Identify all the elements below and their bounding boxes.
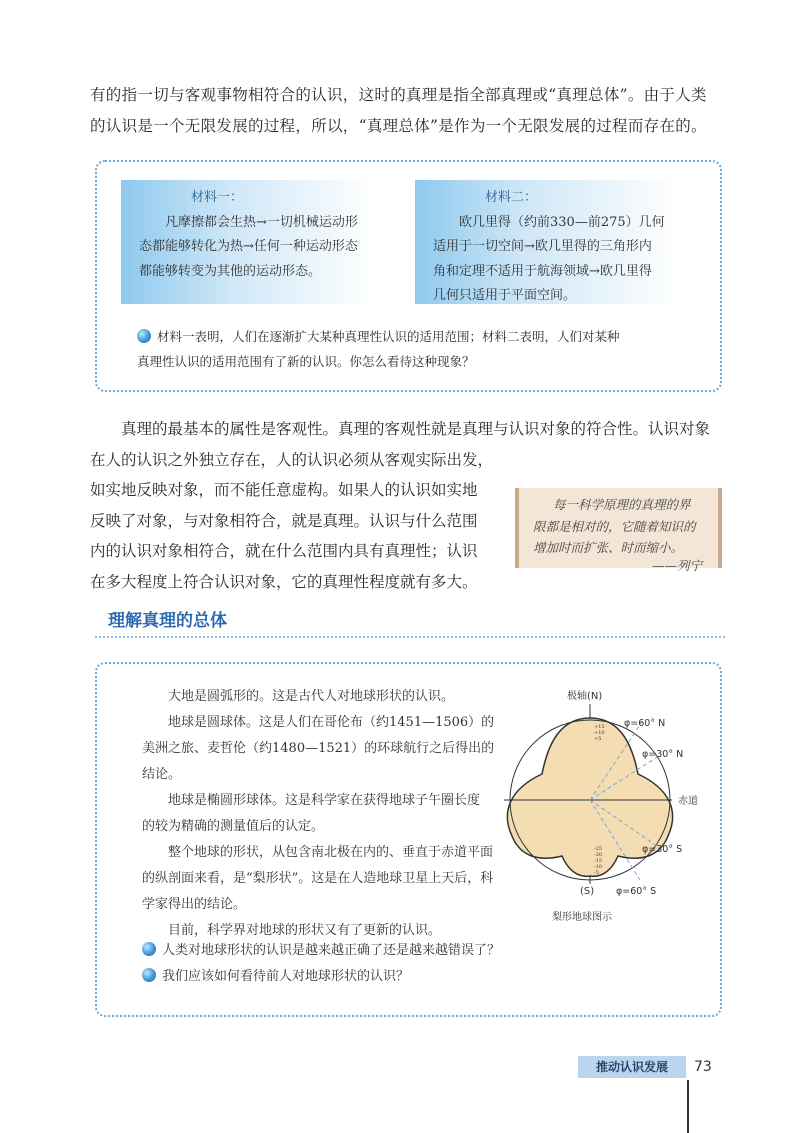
material-line: 都能够转变为其他的运动形态。: [139, 263, 322, 279]
intro-line: 的认识是一个无限发展的过程，所以，“真理总体”是作为一个无限发展的过程而存在的。: [90, 117, 707, 135]
tick-label: -10: [594, 864, 603, 870]
material-two: [415, 180, 701, 304]
question-line: 真理性认识的适用范围有了新的认识。你怎么看待这种现象？: [137, 354, 475, 369]
para-line: 在人的认识之外独立存在，人的认识必须从客观实际出发，: [90, 450, 494, 469]
material-line: 态都能够转化为热→任何一种运动形态: [139, 239, 358, 254]
earth-para-line: 的纵剖面来看，是“梨形状”。这是在人造地球卫星上天后，科: [142, 871, 494, 886]
para-line: 真理的最基本的属性是客观性。真理的客观性就是真理与认识对象的符合性。认识对象: [121, 420, 711, 438]
earth-para-line: 目前，科学界对地球的形状又有了更新的认识。: [168, 923, 442, 938]
earth-para-line: 美洲之旅、麦哲伦（约1480—1521）的环球航行之后得出的: [142, 741, 495, 756]
material-line: 欧几里得（约前330—前275）几何: [459, 214, 665, 230]
material-question: [137, 324, 712, 374]
material-line: 几何只适用于平面空间。: [433, 288, 577, 303]
material-box: [95, 160, 722, 392]
latitude-label: φ=30° N: [642, 749, 684, 760]
quote-author: ——列宁: [651, 557, 702, 573]
pear-earth-figure: [492, 684, 712, 929]
material-line: 适用于一切空间→欧几里得的三角形内: [433, 239, 652, 254]
earth-para-line: 的较为精确的测量值后的认定。: [142, 819, 325, 834]
latitude-label: φ=30° S: [642, 844, 683, 855]
earth-para-line: 学家得出的结论。: [142, 897, 247, 912]
chapter-label: 推动认识发展: [578, 1056, 686, 1078]
material-one-title: 材料一：: [191, 190, 244, 205]
earth-para-line: 整个地球的形状，从包含南北极在内的、垂直于赤道平面: [168, 845, 494, 860]
tick-label: +10: [594, 730, 605, 736]
bullet-icon: [142, 968, 156, 982]
tick-label: +15: [594, 724, 605, 730]
tick-label: -15: [594, 858, 603, 864]
earth-questions: [142, 938, 500, 990]
para-line: 在多大程度上符合认识对象，它的真理性程度就有多大。: [90, 572, 478, 591]
intro-line: 有的指一切与客观事物相符合的认识，这时的真理是指全部真理或“真理总体”。由于人类: [90, 86, 707, 104]
quote-line: 每一科学原理的真理的界: [553, 497, 691, 512]
question-line: 材料一表明，人们在逐渐扩大某种真理性认识的适用范围；材料二表明，人们对某种: [157, 329, 620, 344]
quote-line: 增加时而扩张、时而缩小。: [533, 540, 684, 555]
para-line: 反映了对象，与对象相符合，就是真理。认识与什么范围: [90, 511, 478, 530]
polar-axis-label: 极轴(N): [567, 691, 603, 702]
tick-label: -25: [594, 846, 603, 852]
latitude-label: φ=60° N: [624, 718, 666, 729]
material-one: [121, 180, 409, 304]
tick-label: +5: [594, 736, 602, 742]
earth-para-line: 地球是椭圆形球体。这是科学家在获得地球子午圈长度: [168, 793, 481, 808]
bullet-icon: [142, 942, 156, 956]
footer-rule: [687, 1080, 689, 1133]
material-line: 凡摩擦都会生热→一切机械运动形: [165, 214, 358, 230]
intro-text: [90, 80, 730, 142]
earth-question: 我们应该如何看待前人对地球形状的认识？: [162, 969, 410, 984]
lenin-quote: [515, 488, 722, 573]
quote-line: 限都是相对的，它随着知识的: [533, 518, 696, 534]
material-two-title: 材料二：: [485, 190, 538, 205]
section-divider: [95, 636, 725, 638]
earth-para-line: 大地是圆弧形的。这是古代人对地球形状的认识。: [168, 689, 455, 704]
earth-para-line: 地球是圆球体。这是人们在哥伦布（约1451—1506）的: [168, 715, 495, 730]
section-title: 理解真理的总体: [108, 611, 227, 631]
material-line: 角和定理不适用于航海领域→欧几里得: [433, 263, 652, 279]
bullet-icon: [137, 329, 151, 343]
figure-caption: 梨形地球图示: [552, 912, 612, 923]
tick-label: -5: [594, 870, 599, 876]
south-label: (S): [580, 886, 595, 897]
earth-para-line: 结论。: [142, 767, 182, 782]
page-number: 73: [694, 1059, 712, 1075]
tick-label: -20: [594, 852, 603, 858]
earth-question: 人类对地球形状的认识是越来越正确了还是越来越错误了？: [162, 943, 501, 958]
para-line: 如实地反映对象，而不能任意虚构。如果人的认识如实地: [90, 481, 478, 499]
earth-shape-box: [95, 662, 722, 1017]
equator-label: 赤道: [678, 796, 698, 807]
para-line: 内的认识对象相符合，就在什么范围内具有真理性；认识: [90, 542, 478, 560]
earth-text: [142, 684, 542, 944]
latitude-label: φ=60° S: [616, 886, 657, 897]
